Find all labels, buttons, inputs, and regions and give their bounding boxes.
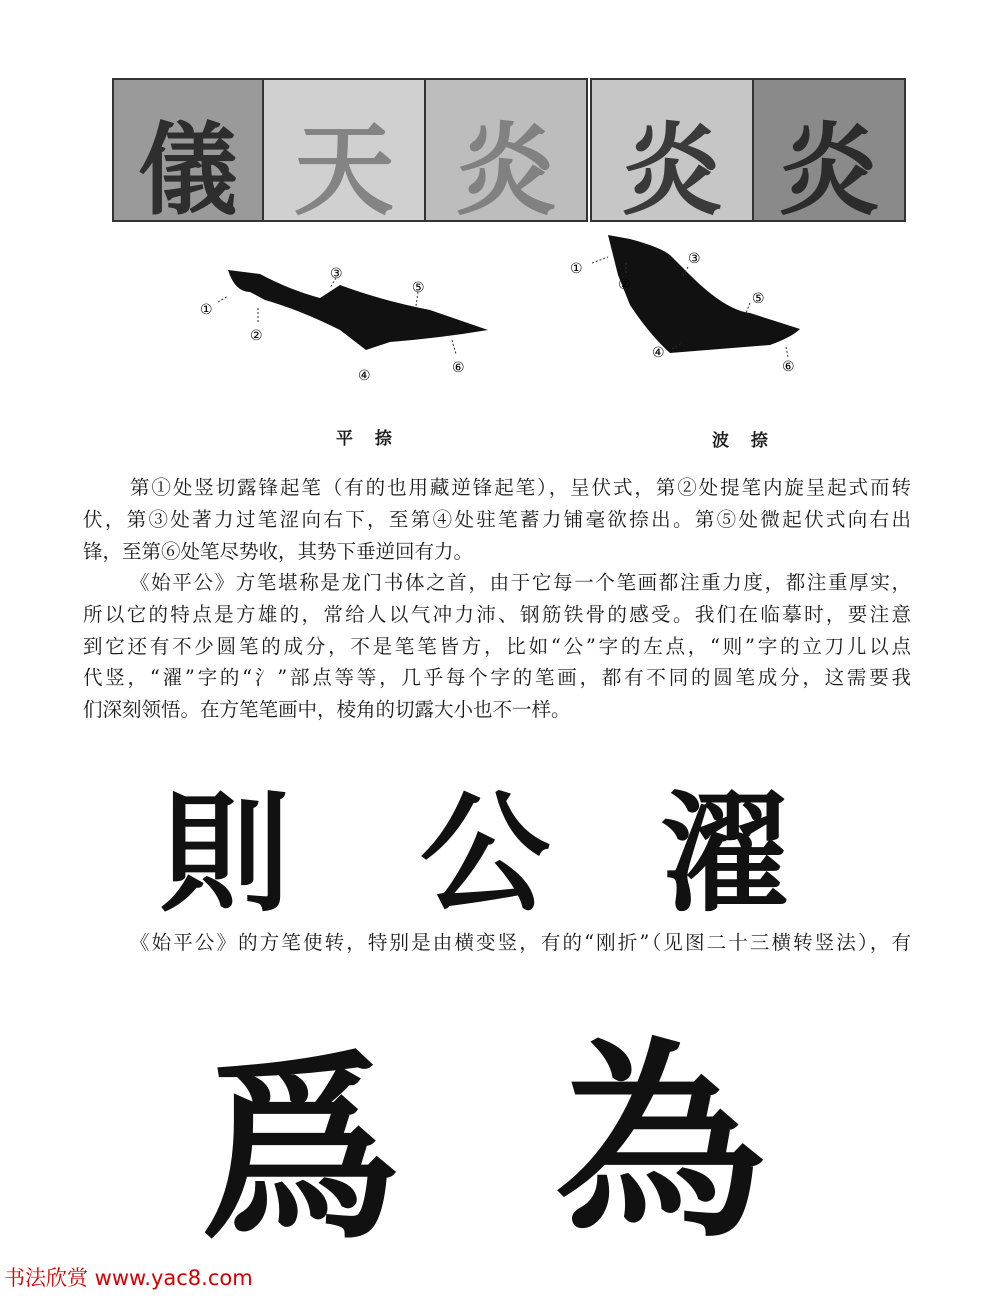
marker-6: ⑥ (452, 360, 465, 376)
marker-5: ⑤ (412, 280, 425, 296)
example-character-wei-1: 爲 (200, 1032, 401, 1267)
rubbing-character-2: 天 (262, 78, 426, 222)
marker-2: ② (250, 328, 263, 344)
example-character-gong: 公 (420, 777, 551, 930)
rubbing-character-3: 炎 (424, 78, 588, 222)
paragraph2-line-4: 代竖，“濯”字的“氵”部点等等，几乎每个字的笔画，都有不同的圆笔成分，这需要我 (83, 666, 911, 689)
wave-stroke-diagram (560, 225, 820, 385)
caption-wave-stroke: 波 捺 (712, 431, 776, 451)
site-watermark: 书法欣赏 www.yac8.com (4, 1266, 253, 1290)
marker-1: ① (200, 302, 213, 318)
marker-4: ④ (652, 345, 665, 361)
flat-stroke-diagram (180, 230, 510, 390)
wave-stroke-shape (608, 235, 800, 353)
example-character-zhuo: 濯 (660, 777, 791, 930)
paragraph1-line-1: 第①处竖切露锋起笔（有的也用藏逆锋起笔），呈伏式，第②处提笔内旋呈起式而转 (130, 476, 911, 499)
marker-5: ⑤ (752, 291, 765, 307)
marker-3: ③ (330, 266, 343, 282)
marker-4: ④ (358, 368, 371, 384)
example-character-wei-2: 為 (555, 1019, 766, 1266)
paragraph1-line-3: 锋，至第⑥处笔尽势收，其势下垂逆回有力。 (83, 540, 474, 563)
paragraph1-line-2: 伏，第③处著力过笔涩向右下，至第④处驻笔蓄力铺毫欲捺出。第⑤处微起伏式向右出 (83, 508, 911, 531)
paragraph3-line-1: 《始平公》的方笔使转，特别是由横变竖，有的“刚折”（见图二十三横转竖法），有 (130, 931, 911, 954)
rubbing-character-4: 炎 (590, 78, 754, 222)
flat-stroke-shape (228, 270, 488, 350)
paragraph2-line-5: 们深刻领悟。在方笔笔画中，棱角的切露大小也不一样。 (83, 698, 571, 721)
paragraph2-line-1: 《始平公》方笔堪称是龙门书体之首，由于它每一个笔画都注重力度，都注重厚实， (130, 571, 911, 594)
marker-2: ② (618, 277, 631, 293)
example-character-ze: 則 (160, 777, 291, 930)
rubbing-character-5: 炎 (752, 78, 906, 222)
caption-flat-stroke: 平 捺 (336, 429, 400, 449)
paragraph2-line-3: 到它还有不少圆笔的成分，不是笔笔皆方，比如“公”字的左点，“则”字的立刀儿以点 (83, 635, 911, 658)
paragraph2-line-2: 所以它的特点是方雄的，常给人以气冲力沛、钢筋铁骨的感受。我们在临摹时，要注意 (83, 603, 911, 626)
marker-3: ③ (688, 251, 701, 267)
rubbing-character-1: 儀 (112, 78, 264, 222)
marker-1: ① (570, 261, 583, 277)
marker-6: ⑥ (782, 359, 795, 375)
